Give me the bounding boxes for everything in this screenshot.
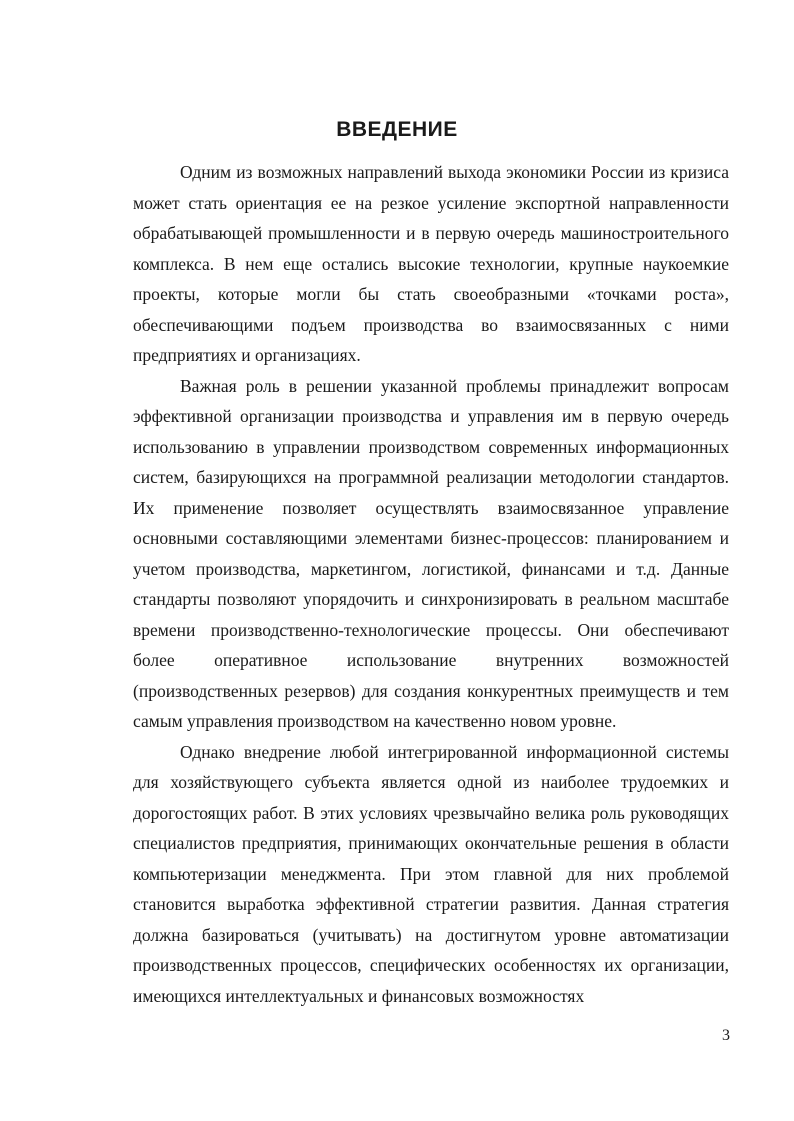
paragraph-3: Однако внедрение любой интегрированной информационной системы для хозяйствующего субъекта является одной из наиболее трудоемких и дорогостоящих работ. В этих условиях чрезвычайно велика роль руководящих специалистов предприятия, принимающих окончательные решения в области компьютеризации менеджмента. При этом главной для них проблемой становится выработка эффективной стратегии развития. Данная стратегия должна базироваться (учитывать) на достигнутом уровне автоматизации производственных процессов, специфических особенностях их организации, имеющихся интеллектуальных и финансовых возможностях xyxy=(133,741,729,1006)
page-number: 3 xyxy=(722,1027,730,1044)
paragraph-1: Одним из возможных направлений выхода экономики России из кризиса может стать ориентация ее на резкое усиление экспортной направленности обрабатывающей промышленности и в первую очередь машиностроительного комплекса. В нем еще остались высокие технологии, крупные наукоемкие проекты, которые могли бы стать своеобразными «точками роста», обеспечивающими подъем производства во взаимосвязанных с ними предприятиях и организациях. xyxy=(133,162,729,365)
paragraph-2: Важная роль в решении указанной проблемы принадлежит вопросам эффективной организации производства и управления им в первую очередь использованию в управлении производством современных информационных систем, базирующихся на программной реализации методологии стандартов. Их применение позволяет осуществлять взаимосвязанное управление основными составляющими элементами бизнес-процессов: планированием и учетом производства, маркетингом, логистикой, финансами и т.д. Данные стандарты позволяют упорядочить и синхронизировать в реальном масштабе времени производственно-технологические процессы. Они обеспечивают более оперативное использование внутренних возможностей (производственных резервов) для создания конкурентных преимуществ и тем самым управления производством на качественно новом уровне. xyxy=(133,375,729,731)
section-title: ВВЕДЕНИЕ xyxy=(336,118,458,141)
body-text xyxy=(133,157,729,1011)
